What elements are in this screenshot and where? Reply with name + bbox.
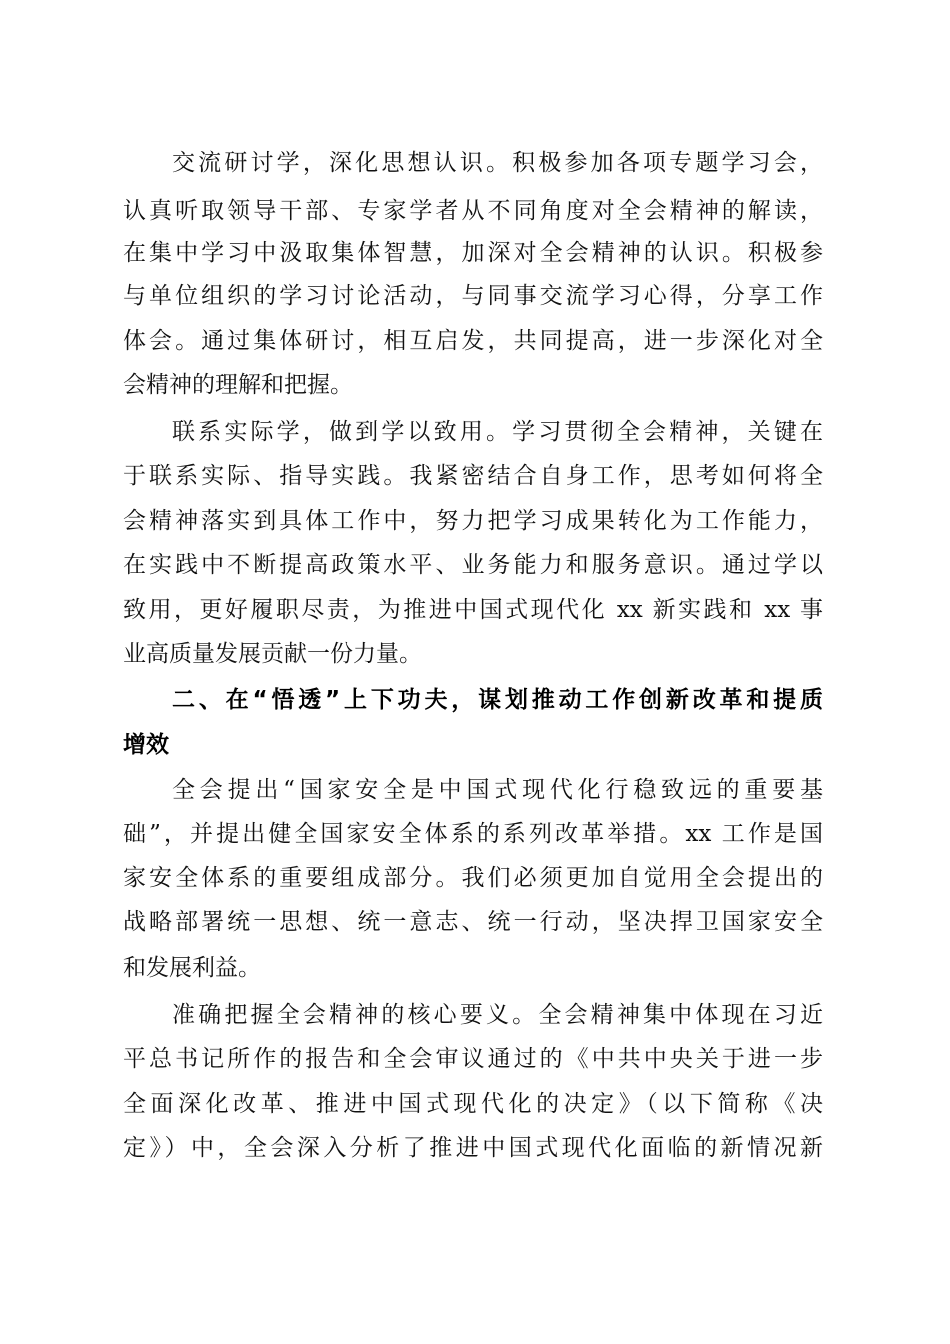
- paragraph-line: 准确把握全会精神的核心要义。全会精神集中体现在习近: [172, 1002, 823, 1028]
- paragraph-line: 在集中学习中汲取集体智慧，加深对全会精神的认识。积极参: [123, 240, 823, 266]
- section-heading: 二、在“悟透”上下功夫，谋划推动工作创新改革和提质: [172, 687, 823, 713]
- paragraph-line: 在实践中不断提高政策水平、业务能力和服务意识。通过学以: [123, 552, 823, 578]
- paragraph-line: 定》）中，全会深入分析了推进中国式现代化面临的新情况新: [123, 1135, 823, 1161]
- paragraph-line: 于联系实际、指导实践。我紧密结合自身工作，思考如何将全: [123, 463, 823, 489]
- paragraph-line: 战略部署统一思想、统一意志、统一行动，坚决捍卫国家安全: [123, 909, 823, 935]
- paragraph-line: 联系实际学，做到学以致用。学习贯彻全会精神，关键在: [172, 419, 823, 445]
- paragraph-line: 和发展利益。: [123, 955, 261, 981]
- paragraph-line: 与单位组织的学习讨论活动，与同事交流学习心得，分享工作: [123, 283, 823, 309]
- paragraph-line: 认真听取领导干部、专家学者从不同角度对全会精神的解读，: [123, 198, 823, 224]
- section-heading: 增效: [123, 732, 169, 758]
- paragraph-line: 会精神的理解和把握。: [123, 372, 353, 398]
- paragraph-line: 会精神落实到具体工作中，努力把学习成果转化为工作能力，: [123, 508, 823, 534]
- paragraph-line: 业高质量发展贡献一份力量。: [123, 641, 422, 667]
- paragraph-line: 全会提出“国家安全是中国式现代化行稳致远的重要基: [172, 777, 823, 803]
- paragraph-line: 交流研讨学，深化思想认识。积极参加各项专题学习会，: [172, 150, 823, 176]
- paragraph-line: 致用，更好履职尽责，为推进中国式现代化 xx 新实践和 xx 事: [123, 597, 823, 623]
- paragraph-line: 平总书记所作的报告和全会审议通过的《中共中央关于进一步: [123, 1046, 823, 1072]
- paragraph-line: 础”，并提出健全国家安全体系的系列改革举措。xx 工作是国: [123, 821, 823, 847]
- paragraph-line: 全面深化改革、推进中国式现代化的决定》（以下简称《决: [123, 1091, 823, 1117]
- paragraph-line: 家安全体系的重要组成部分。我们必须更加自觉用全会提出的: [123, 865, 823, 891]
- paragraph-line: 体会。通过集体研讨，相互启发，共同提高，进一步深化对全: [123, 328, 823, 354]
